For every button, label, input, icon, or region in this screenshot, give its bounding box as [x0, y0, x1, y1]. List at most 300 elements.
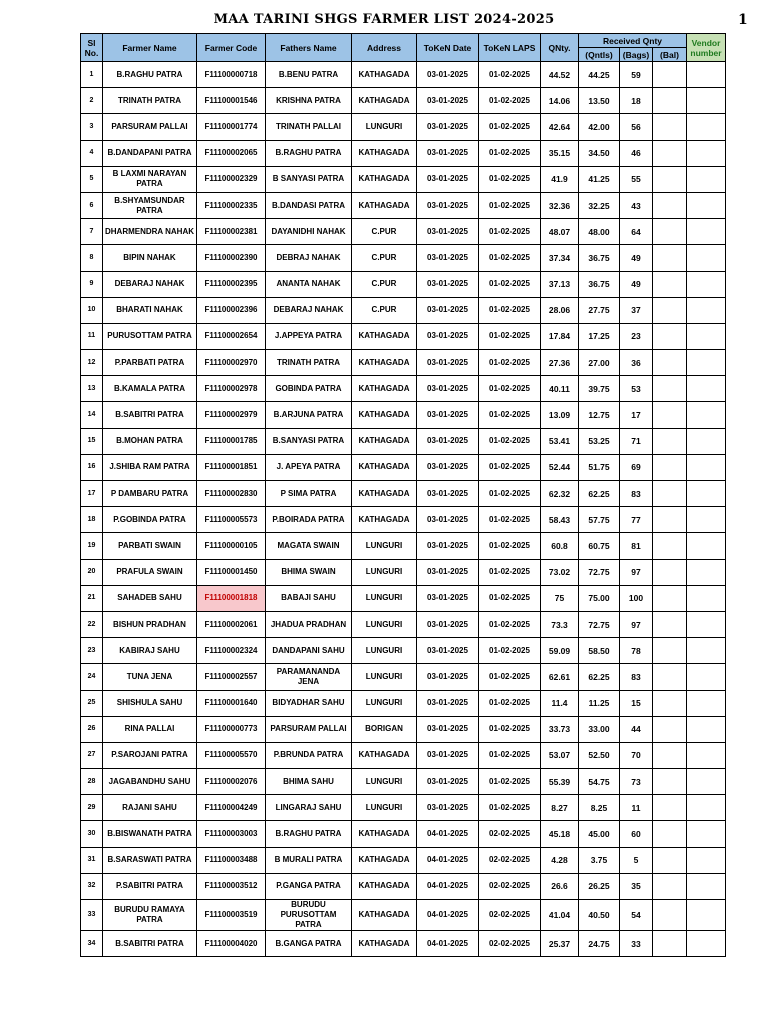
cell-bal	[653, 402, 687, 428]
cell-fathers-name: B.RAGHU PATRA	[266, 140, 352, 166]
cell-vendor-number	[687, 611, 726, 637]
cell-fathers-name: DAYANIDHI NAHAK	[266, 219, 352, 245]
cell-sl: 8	[81, 245, 103, 271]
cell-farmer-name: BURUDU RAMAYA PATRA	[103, 900, 197, 931]
cell-token-date: 04-01-2025	[417, 847, 479, 873]
cell-token-laps: 01-02-2025	[479, 533, 541, 559]
cell-token-laps: 02-02-2025	[479, 847, 541, 873]
cell-bags: 15	[620, 690, 653, 716]
cell-token-date: 03-01-2025	[417, 795, 479, 821]
cell-token-date: 03-01-2025	[417, 638, 479, 664]
cell-farmer-code: F11100000105	[197, 533, 266, 559]
cell-address: LUNGURI	[352, 769, 417, 795]
cell-address: C.PUR	[352, 271, 417, 297]
cell-fathers-name: BHIMA SWAIN	[266, 559, 352, 585]
table-row	[81, 690, 726, 716]
cell-token-laps: 01-02-2025	[479, 350, 541, 376]
cell-farmer-code: F11100005573	[197, 507, 266, 533]
cell-address: KATHAGADA	[352, 507, 417, 533]
cell-bal	[653, 716, 687, 742]
cell-token-date: 03-01-2025	[417, 559, 479, 585]
cell-token-laps: 01-02-2025	[479, 611, 541, 637]
cell-token-date: 03-01-2025	[417, 219, 479, 245]
table-row	[81, 323, 726, 349]
cell-qnty: 44.52	[541, 62, 579, 88]
cell-qnty: 32.36	[541, 192, 579, 218]
cell-bags: 35	[620, 873, 653, 899]
cell-qntls: 62.25	[579, 664, 620, 690]
col-header-sl: Sl No.	[81, 34, 103, 62]
cell-fathers-name: B.DANDASI PATRA	[266, 192, 352, 218]
cell-bal	[653, 62, 687, 88]
cell-farmer-name: P.SABITRI PATRA	[103, 873, 197, 899]
cell-fathers-name: GOBINDA PATRA	[266, 376, 352, 402]
cell-token-date: 03-01-2025	[417, 245, 479, 271]
cell-farmer-code: F11100003488	[197, 847, 266, 873]
cell-sl: 25	[81, 690, 103, 716]
table-row	[81, 140, 726, 166]
cell-bal	[653, 742, 687, 768]
table-row	[81, 219, 726, 245]
cell-address: KATHAGADA	[352, 900, 417, 931]
table-row	[81, 507, 726, 533]
cell-fathers-name: DANDAPANI SAHU	[266, 638, 352, 664]
cell-token-date: 03-01-2025	[417, 376, 479, 402]
cell-farmer-name: B.KAMALA PATRA	[103, 376, 197, 402]
cell-sl: 24	[81, 664, 103, 690]
cell-qntls: 33.00	[579, 716, 620, 742]
cell-token-date: 03-01-2025	[417, 350, 479, 376]
cell-farmer-code: F11100002396	[197, 297, 266, 323]
cell-sl: 16	[81, 454, 103, 480]
cell-farmer-code: F11100002061	[197, 611, 266, 637]
cell-vendor-number	[687, 690, 726, 716]
cell-farmer-name: KABIRAJ SAHU	[103, 638, 197, 664]
cell-bal	[653, 219, 687, 245]
cell-token-date: 03-01-2025	[417, 140, 479, 166]
document-title: MAA TARINI SHGS FARMER LIST 2024-2025	[213, 12, 555, 27]
cell-token-laps: 02-02-2025	[479, 873, 541, 899]
cell-address: LUNGURI	[352, 559, 417, 585]
cell-token-laps: 02-02-2025	[479, 900, 541, 931]
cell-farmer-code: F11100005570	[197, 742, 266, 768]
cell-farmer-name: DEBARAJ NAHAK	[103, 271, 197, 297]
cell-fathers-name: P.BOIRADA PATRA	[266, 507, 352, 533]
cell-fathers-name: P SIMA PATRA	[266, 481, 352, 507]
cell-fathers-name: B MURALI PATRA	[266, 847, 352, 873]
cell-qntls: 72.75	[579, 611, 620, 637]
cell-token-laps: 02-02-2025	[479, 821, 541, 847]
cell-bags: 18	[620, 88, 653, 114]
cell-farmer-code: F11100002830	[197, 481, 266, 507]
cell-qnty: 40.11	[541, 376, 579, 402]
table-row	[81, 931, 726, 957]
cell-farmer-name: B.SHYAMSUNDAR PATRA	[103, 192, 197, 218]
cell-token-laps: 01-02-2025	[479, 428, 541, 454]
cell-qnty: 53.41	[541, 428, 579, 454]
cell-qntls: 39.75	[579, 376, 620, 402]
cell-address: C.PUR	[352, 219, 417, 245]
cell-sl: 30	[81, 821, 103, 847]
cell-farmer-code: F11100002557	[197, 664, 266, 690]
cell-token-laps: 01-02-2025	[479, 219, 541, 245]
cell-token-laps: 01-02-2025	[479, 62, 541, 88]
cell-sl: 29	[81, 795, 103, 821]
table-row	[81, 350, 726, 376]
cell-vendor-number	[687, 166, 726, 192]
cell-token-laps: 01-02-2025	[479, 88, 541, 114]
cell-qnty: 33.73	[541, 716, 579, 742]
cell-token-date: 03-01-2025	[417, 166, 479, 192]
cell-sl: 27	[81, 742, 103, 768]
cell-fathers-name: TRINATH PALLAI	[266, 114, 352, 140]
cell-bal	[653, 323, 687, 349]
cell-sl: 28	[81, 769, 103, 795]
cell-sl: 9	[81, 271, 103, 297]
cell-bal	[653, 481, 687, 507]
cell-qntls: 34.50	[579, 140, 620, 166]
col-header-token-laps: ToKeN LAPS	[479, 34, 541, 62]
cell-sl: 14	[81, 402, 103, 428]
cell-bags: 23	[620, 323, 653, 349]
cell-bags: 59	[620, 62, 653, 88]
cell-address: KATHAGADA	[352, 166, 417, 192]
cell-vendor-number	[687, 795, 726, 821]
cell-qnty: 73.3	[541, 611, 579, 637]
cell-bags: 83	[620, 481, 653, 507]
cell-bal	[653, 245, 687, 271]
cell-vendor-number	[687, 192, 726, 218]
cell-address: KATHAGADA	[352, 847, 417, 873]
cell-farmer-name: J.SHIBA RAM PATRA	[103, 454, 197, 480]
cell-sl: 31	[81, 847, 103, 873]
cell-bal	[653, 585, 687, 611]
cell-qnty: 37.13	[541, 271, 579, 297]
cell-bal	[653, 428, 687, 454]
cell-token-laps: 01-02-2025	[479, 638, 541, 664]
cell-vendor-number	[687, 454, 726, 480]
cell-token-laps: 01-02-2025	[479, 297, 541, 323]
table-row	[81, 742, 726, 768]
cell-qntls: 52.50	[579, 742, 620, 768]
cell-bags: 33	[620, 931, 653, 957]
col-header-received-qnty: Received Qnty	[579, 34, 687, 48]
cell-farmer-code: F11100002979	[197, 402, 266, 428]
cell-token-date: 04-01-2025	[417, 931, 479, 957]
cell-farmer-code: F11100001546	[197, 88, 266, 114]
cell-address: KATHAGADA	[352, 350, 417, 376]
table-row	[81, 192, 726, 218]
cell-farmer-code: F11100001851	[197, 454, 266, 480]
cell-vendor-number	[687, 88, 726, 114]
col-header-vendor-number: Vendor number	[687, 34, 726, 62]
cell-address: LUNGURI	[352, 533, 417, 559]
cell-qnty: 48.07	[541, 219, 579, 245]
cell-sl: 6	[81, 192, 103, 218]
cell-sl: 12	[81, 350, 103, 376]
cell-qntls: 3.75	[579, 847, 620, 873]
cell-fathers-name: PARAMANANDA JENA	[266, 664, 352, 690]
table-row	[81, 481, 726, 507]
cell-qntls: 51.75	[579, 454, 620, 480]
cell-token-date: 03-01-2025	[417, 297, 479, 323]
cell-sl: 34	[81, 931, 103, 957]
cell-token-laps: 01-02-2025	[479, 716, 541, 742]
cell-token-laps: 01-02-2025	[479, 114, 541, 140]
col-header-address: Address	[352, 34, 417, 62]
cell-token-date: 04-01-2025	[417, 873, 479, 899]
cell-bags: 44	[620, 716, 653, 742]
table-row	[81, 795, 726, 821]
col-header-qntls: (Qntls)	[579, 48, 620, 62]
cell-token-laps: 01-02-2025	[479, 795, 541, 821]
cell-vendor-number	[687, 297, 726, 323]
cell-vendor-number	[687, 271, 726, 297]
cell-qntls: 40.50	[579, 900, 620, 931]
cell-vendor-number	[687, 873, 726, 899]
cell-qnty: 45.18	[541, 821, 579, 847]
col-header-token-date: ToKeN Date	[417, 34, 479, 62]
cell-bal	[653, 638, 687, 664]
cell-qntls: 54.75	[579, 769, 620, 795]
cell-vendor-number	[687, 428, 726, 454]
cell-qntls: 42.00	[579, 114, 620, 140]
cell-farmer-name: P.GOBINDA PATRA	[103, 507, 197, 533]
cell-bal	[653, 114, 687, 140]
cell-token-laps: 01-02-2025	[479, 271, 541, 297]
cell-fathers-name: DEBARAJ NAHAK	[266, 297, 352, 323]
cell-bal	[653, 611, 687, 637]
cell-fathers-name: KRISHNA PATRA	[266, 88, 352, 114]
cell-farmer-code: F11100002978	[197, 376, 266, 402]
cell-bags: 64	[620, 219, 653, 245]
cell-bal	[653, 900, 687, 931]
cell-token-date: 03-01-2025	[417, 533, 479, 559]
cell-address: KATHAGADA	[352, 376, 417, 402]
cell-address: KATHAGADA	[352, 873, 417, 899]
cell-bags: 71	[620, 428, 653, 454]
cell-address: KATHAGADA	[352, 88, 417, 114]
cell-token-laps: 01-02-2025	[479, 664, 541, 690]
cell-qnty: 53.07	[541, 742, 579, 768]
cell-address: KATHAGADA	[352, 428, 417, 454]
cell-bags: 97	[620, 611, 653, 637]
cell-token-laps: 01-02-2025	[479, 166, 541, 192]
cell-qntls: 53.25	[579, 428, 620, 454]
cell-token-laps: 01-02-2025	[479, 402, 541, 428]
cell-token-laps: 01-02-2025	[479, 585, 541, 611]
cell-farmer-code: F11100001818	[197, 585, 266, 611]
cell-sl: 1	[81, 62, 103, 88]
cell-bal	[653, 931, 687, 957]
cell-farmer-name: B.SABITRI PATRA	[103, 931, 197, 957]
cell-token-laps: 01-02-2025	[479, 140, 541, 166]
cell-farmer-name: DHARMENDRA NAHAK	[103, 219, 197, 245]
table-body	[81, 62, 726, 957]
cell-vendor-number	[687, 481, 726, 507]
cell-farmer-code: F11100004020	[197, 931, 266, 957]
cell-sl: 21	[81, 585, 103, 611]
cell-farmer-code: F11100002970	[197, 350, 266, 376]
cell-sl: 23	[81, 638, 103, 664]
cell-bal	[653, 795, 687, 821]
cell-vendor-number	[687, 402, 726, 428]
cell-farmer-code: F11100004249	[197, 795, 266, 821]
cell-sl: 11	[81, 323, 103, 349]
cell-qntls: 12.75	[579, 402, 620, 428]
cell-fathers-name: TRINATH PATRA	[266, 350, 352, 376]
cell-qnty: 25.37	[541, 931, 579, 957]
table-row	[81, 611, 726, 637]
cell-token-laps: 01-02-2025	[479, 323, 541, 349]
cell-farmer-name: BHARATI NAHAK	[103, 297, 197, 323]
cell-token-date: 03-01-2025	[417, 481, 479, 507]
cell-farmer-name: PURUSOTTAM PATRA	[103, 323, 197, 349]
cell-token-laps: 01-02-2025	[479, 481, 541, 507]
cell-farmer-name: B.SARASWATI PATRA	[103, 847, 197, 873]
cell-token-date: 04-01-2025	[417, 900, 479, 931]
cell-qnty: 42.64	[541, 114, 579, 140]
cell-vendor-number	[687, 742, 726, 768]
cell-bal	[653, 821, 687, 847]
cell-address: KATHAGADA	[352, 140, 417, 166]
cell-bal	[653, 376, 687, 402]
cell-token-date: 03-01-2025	[417, 323, 479, 349]
cell-qnty: 41.9	[541, 166, 579, 192]
cell-sl: 5	[81, 166, 103, 192]
cell-token-laps: 01-02-2025	[479, 769, 541, 795]
cell-token-date: 03-01-2025	[417, 742, 479, 768]
cell-vendor-number	[687, 245, 726, 271]
col-header-farmer-code: Farmer Code	[197, 34, 266, 62]
cell-bags: 43	[620, 192, 653, 218]
cell-vendor-number	[687, 664, 726, 690]
cell-fathers-name: J.APPEYA PATRA	[266, 323, 352, 349]
cell-farmer-code: F11100001450	[197, 559, 266, 585]
col-header-bal: (Bal)	[653, 48, 687, 62]
cell-token-date: 03-01-2025	[417, 88, 479, 114]
cell-sl: 26	[81, 716, 103, 742]
cell-fathers-name: B.SANYASI PATRA	[266, 428, 352, 454]
table-row	[81, 821, 726, 847]
cell-sl: 4	[81, 140, 103, 166]
cell-bags: 37	[620, 297, 653, 323]
cell-bal	[653, 350, 687, 376]
cell-qnty: 75	[541, 585, 579, 611]
cell-fathers-name: BURUDU PURUSOTTAM PATRA	[266, 900, 352, 931]
cell-sl: 7	[81, 219, 103, 245]
cell-farmer-code: F11100001640	[197, 690, 266, 716]
cell-fathers-name: B.RAGHU PATRA	[266, 821, 352, 847]
cell-token-date: 03-01-2025	[417, 114, 479, 140]
cell-bags: 11	[620, 795, 653, 821]
col-header-qnty: QNty.	[541, 34, 579, 62]
cell-qnty: 41.04	[541, 900, 579, 931]
table-row	[81, 245, 726, 271]
cell-vendor-number	[687, 376, 726, 402]
cell-token-date: 03-01-2025	[417, 402, 479, 428]
cell-vendor-number	[687, 769, 726, 795]
cell-vendor-number	[687, 585, 726, 611]
cell-sl: 32	[81, 873, 103, 899]
cell-bags: 100	[620, 585, 653, 611]
cell-qntls: 48.00	[579, 219, 620, 245]
cell-bags: 69	[620, 454, 653, 480]
table-row	[81, 428, 726, 454]
cell-bags: 36	[620, 350, 653, 376]
cell-bal	[653, 166, 687, 192]
table-row	[81, 638, 726, 664]
cell-farmer-name: TRINATH PATRA	[103, 88, 197, 114]
cell-fathers-name: B SANYASI PATRA	[266, 166, 352, 192]
table-row	[81, 533, 726, 559]
cell-token-laps: 01-02-2025	[479, 454, 541, 480]
cell-bags: 46	[620, 140, 653, 166]
cell-bal	[653, 271, 687, 297]
cell-qntls: 62.25	[579, 481, 620, 507]
cell-sl: 3	[81, 114, 103, 140]
table-row	[81, 62, 726, 88]
cell-token-laps: 01-02-2025	[479, 559, 541, 585]
cell-address: C.PUR	[352, 245, 417, 271]
cell-bal	[653, 140, 687, 166]
cell-farmer-code: F11100002329	[197, 166, 266, 192]
table-row	[81, 769, 726, 795]
cell-qnty: 13.09	[541, 402, 579, 428]
cell-vendor-number	[687, 821, 726, 847]
cell-vendor-number	[687, 533, 726, 559]
cell-farmer-name: B LAXMI NARAYAN PATRA	[103, 166, 197, 192]
cell-sl: 2	[81, 88, 103, 114]
cell-vendor-number	[687, 140, 726, 166]
cell-fathers-name: ANANTA NAHAK	[266, 271, 352, 297]
table-row	[81, 402, 726, 428]
cell-address: KATHAGADA	[352, 62, 417, 88]
cell-address: LUNGURI	[352, 114, 417, 140]
cell-vendor-number	[687, 62, 726, 88]
cell-token-date: 03-01-2025	[417, 507, 479, 533]
cell-sl: 17	[81, 481, 103, 507]
cell-address: LUNGURI	[352, 664, 417, 690]
cell-bal	[653, 769, 687, 795]
cell-farmer-code: F11100003003	[197, 821, 266, 847]
cell-bags: 81	[620, 533, 653, 559]
cell-bags: 73	[620, 769, 653, 795]
cell-bags: 70	[620, 742, 653, 768]
cell-token-date: 03-01-2025	[417, 454, 479, 480]
table-row	[81, 271, 726, 297]
table-row	[81, 873, 726, 899]
cell-qntls: 60.75	[579, 533, 620, 559]
cell-token-laps: 01-02-2025	[479, 245, 541, 271]
cell-address: KATHAGADA	[352, 742, 417, 768]
cell-token-date: 03-01-2025	[417, 716, 479, 742]
cell-qnty: 55.39	[541, 769, 579, 795]
cell-farmer-code: F11100000718	[197, 62, 266, 88]
cell-qntls: 57.75	[579, 507, 620, 533]
cell-token-laps: 01-02-2025	[479, 192, 541, 218]
cell-qnty: 60.8	[541, 533, 579, 559]
cell-farmer-name: JAGABANDHU SAHU	[103, 769, 197, 795]
cell-qntls: 27.75	[579, 297, 620, 323]
cell-bal	[653, 690, 687, 716]
cell-farmer-code: F11100002395	[197, 271, 266, 297]
cell-qntls: 58.50	[579, 638, 620, 664]
cell-vendor-number	[687, 931, 726, 957]
cell-token-laps: 02-02-2025	[479, 931, 541, 957]
cell-fathers-name: B.BENU PATRA	[266, 62, 352, 88]
cell-farmer-name: PRAFULA SWAIN	[103, 559, 197, 585]
